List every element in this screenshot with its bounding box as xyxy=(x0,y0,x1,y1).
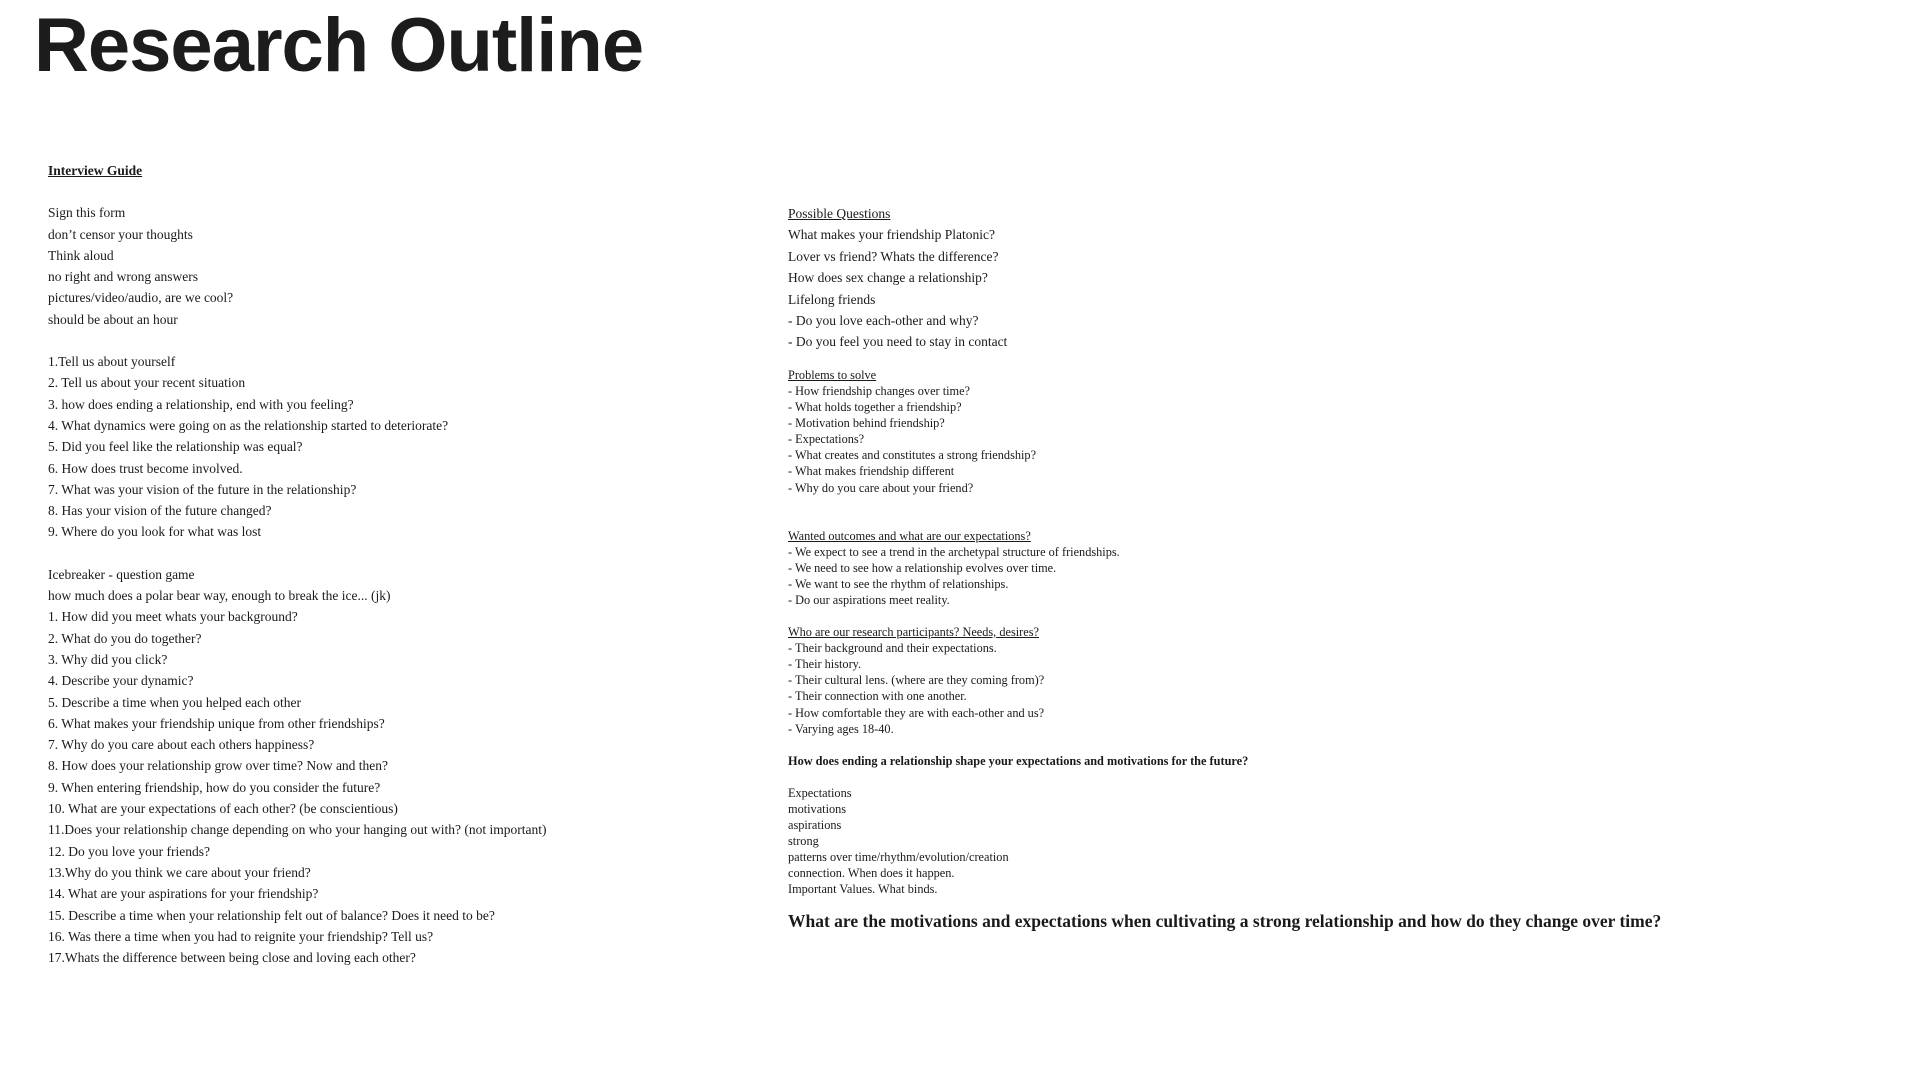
intro-item: Think aloud xyxy=(48,247,114,263)
question-item: 1.Tell us about yourself xyxy=(48,354,176,370)
intro-item: don’t censor your thoughts xyxy=(48,226,193,242)
icebreaker-item: 11.Does your relationship change depending on who your hanging out with? (not important) xyxy=(48,822,547,838)
question-item: 5. Did you feel like the relationship was equal? xyxy=(48,439,303,455)
participant-item: - Varying ages 18-40. xyxy=(788,721,894,736)
participant-item: - Their cultural lens. (where are they coming from)? xyxy=(788,673,1045,688)
icebreaker-item: 2. What do you do together? xyxy=(48,630,202,646)
icebreaker-item: 12. Do you love your friends? xyxy=(48,843,210,859)
icebreaker-item: 7. Why do you care about each others happiness? xyxy=(48,737,315,753)
icebreaker-item: 10. What are your expectations of each other? (be conscientious) xyxy=(48,801,398,817)
research-notes-column xyxy=(788,203,1888,933)
question-item: 8. Has your vision of the future changed? xyxy=(48,503,272,519)
participant-item: - Their history. xyxy=(788,657,862,672)
outcome-item: - We want to see the rhythm of relationships. xyxy=(788,576,1009,591)
icebreaker-item: 16. Was there a time when you had to reignite your friendship? Tell us? xyxy=(48,928,434,944)
problem-item: - How friendship changes over time? xyxy=(788,383,971,398)
icebreaker-item: 13.Why do you think we care about your friend? xyxy=(48,864,311,880)
outcome-item: - We expect to see a trend in the archetypal structure of friendships. xyxy=(788,544,1120,559)
interview-guide-heading: Interview Guide xyxy=(48,163,143,178)
icebreaker-subtitle: how much does a polar bear way, enough to break the ice... (jk) xyxy=(48,588,391,604)
final-research-question: What are the motivations and expectations when cultivating a strong relationship and how do they change over time? xyxy=(788,911,1662,932)
question-item: 6. How does trust become involved. xyxy=(48,460,243,476)
outcome-item: - We need to see how a relationship evolves over time. xyxy=(788,560,1057,575)
outcomes-heading: Wanted outcomes and what are our expectations? xyxy=(788,528,1031,543)
icebreaker-item: 14. What are your aspirations for your friendship? xyxy=(48,886,319,902)
keyword-item: patterns over time/rhythm/evolution/creation xyxy=(788,850,1009,865)
participants-heading: Who are our research participants? Needs, desires? xyxy=(788,625,1039,640)
keyword-item: motivations xyxy=(788,801,847,816)
icebreaker-item: 17.Whats the difference between being close and loving each other? xyxy=(48,950,416,966)
possible-question-item: How does sex change a relationship? xyxy=(788,270,988,286)
intro-item: should be about an hour xyxy=(48,311,178,327)
keywords-section xyxy=(788,785,1888,898)
possible-question-item: What makes your friendship Platonic? xyxy=(788,227,995,243)
question-item: 4. What dynamics were going on as the relationship started to deteriorate? xyxy=(48,417,449,433)
participant-item: - Their connection with one another. xyxy=(788,689,967,704)
question-item: 9. Where do you look for what was lost xyxy=(48,524,262,540)
problem-item: - Expectations? xyxy=(788,432,865,447)
interview-guide-column xyxy=(48,160,748,968)
participant-item: - How comfortable they are with each-other and us? xyxy=(788,705,1045,720)
keyword-item: strong xyxy=(788,834,819,849)
possible-questions-heading: Possible Questions xyxy=(788,206,891,221)
problem-item: - Why do you care about your friend? xyxy=(788,480,974,495)
page-title: Research Outline xyxy=(34,3,644,88)
intro-list xyxy=(48,202,748,330)
icebreaker-questions-list xyxy=(48,606,748,968)
icebreaker-item: 5. Describe a time when you helped each other xyxy=(48,694,302,710)
problem-item: - What holds together a friendship? xyxy=(788,400,962,415)
keyword-item: connection. When does it happen. xyxy=(788,866,955,881)
keyword-item: aspirations xyxy=(788,818,842,832)
icebreaker-item: 15. Describe a time when your relationship felt out of balance? Does it need to be? xyxy=(48,907,495,923)
outcome-item: - Do our aspirations meet reality. xyxy=(788,592,950,607)
interview-questions-list xyxy=(48,351,748,543)
possible-question-item: Lover vs friend? Whats the difference? xyxy=(788,248,999,264)
possible-question-item: - Do you love each-other and why? xyxy=(788,313,979,329)
problem-item: - What creates and constitutes a strong friendship? xyxy=(788,448,1037,463)
outcomes-section xyxy=(788,528,1888,608)
participants-section xyxy=(788,624,1888,737)
icebreaker-item: 6. What makes your friendship unique from other friendships? xyxy=(48,715,385,731)
icebreaker-item: 9. When entering friendship, how do you consider the future? xyxy=(48,779,381,795)
intro-item: Sign this form xyxy=(48,205,126,221)
problems-section xyxy=(788,367,1888,496)
key-question: How does ending a relationship shape your expectations and motivations for the future? xyxy=(788,753,1249,768)
question-item: 7. What was your vision of the future in the relationship? xyxy=(48,481,357,497)
keyword-item: Important Values. What binds. xyxy=(788,882,938,897)
question-item: 3. how does ending a relationship, end with you feeling? xyxy=(48,396,354,412)
participant-item: - Their background and their expectations. xyxy=(788,641,997,656)
icebreaker-item: 4. Describe your dynamic? xyxy=(48,673,194,689)
possible-question-item: - Do you feel you need to stay in contact xyxy=(788,334,1008,350)
icebreaker-item: 3. Why did you click? xyxy=(48,651,168,667)
question-item: 2. Tell us about your recent situation xyxy=(48,375,246,391)
keyword-item: Expectations xyxy=(788,785,852,800)
intro-item: no right and wrong answers xyxy=(48,269,198,285)
possible-questions-section xyxy=(788,203,1888,353)
problem-item: - What makes friendship different xyxy=(788,464,955,479)
icebreaker-item: 1. How did you meet whats your background? xyxy=(48,609,298,625)
icebreaker-item: 8. How does your relationship grow over time? Now and then? xyxy=(48,758,389,774)
icebreaker-title: Icebreaker - question game xyxy=(48,566,195,582)
possible-question-item: Lifelong friends xyxy=(788,291,876,307)
intro-item: pictures/video/audio, are we cool? xyxy=(48,290,234,306)
problem-item: - Motivation behind friendship? xyxy=(788,416,945,431)
problems-heading: Problems to solve xyxy=(788,367,877,382)
